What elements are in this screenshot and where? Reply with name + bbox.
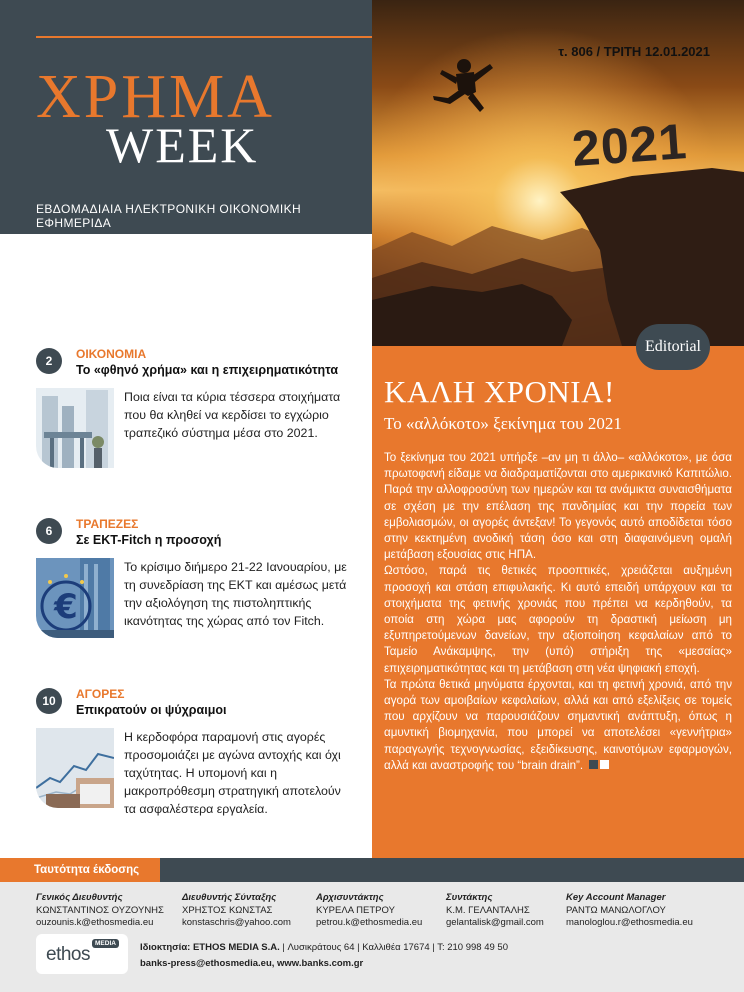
editorial-paragraph: Ωστόσο, παρά τις θετικές προοπτικές, χρειάζεται αυξημένη προσοχή και στάση επιφυλακής. Κι αυτό επειδή υπάρχουν και τα στοιχήματα της φετινής χρονιάς που πρέπει να κερδηθούν, τα οποία στη χώρα μας αφορούν τη δραστική μείωση μη εξυπηρετούμενων δανείων, την αξιοποίηση κεφαλαίων από το Ταμείο Ανάκαμψης, την (υπό) στήριξη της «μεσαίας» επιχειρηματικότητας και τη μετάβαση στη νέα ψηφιακή εποχή. [384,564,732,675]
news-item[interactable] [36,688,356,828]
credit-name: ΚΩΝΣΤΑΝΤΙΝΟΣ ΟΥΖΟΥΝΗΣ [36,904,164,916]
credit-email[interactable]: ouzounis.k@ethosmedia.eu [36,917,154,928]
hero-image [372,0,744,346]
credit-name: ΧΡΗΣΤΟΣ ΚΩΝΣΤΑΣ [182,904,273,916]
end-mark-dark [589,760,598,769]
credit-email[interactable]: gelantalisk@gmail.com [446,917,544,928]
editorial-badge: Editorial [636,324,710,370]
news-summary: Το κρίσιμο διήμερο 21-22 Ιανουαρίου, με τη συνεδρίαση της ΕΚΤ και αμέσως μετά την αξιολόγηση της πιστοληπτικής ικανότητας της χώρας από τον Fitch. [124,560,347,628]
page-number-badge: 10 [36,688,62,714]
credit-name: ΡΑΝΤΩ ΜΑΝΩΛΟΓΛΟΥ [566,904,666,916]
editorial-paragraph [384,677,732,774]
editorial-section [372,346,744,858]
news-item[interactable] [36,518,356,648]
credit-role: Διευθυντής Σύνταξης [182,892,277,903]
credit-general-director [36,892,164,930]
news-headline[interactable]: Επικρατούν οι ψύχραιμοι [76,703,227,717]
logo-week: WEEK [106,117,259,173]
editorial-subtitle: Το «αλλόκοτο» ξεκίνημα του 2021 [384,414,622,433]
page-number-badge: 6 [36,518,62,544]
editorial-paragraph-text: Τα πρώτα θετικά μηνύματα έρχονται, και τη φετινή χρονιά, από την αγορά των αμοιβαίων κεφαλαίων, αλλά και από εξελίξεις σε τομείς που αρχίζουν να παρουσιάζουν σημαντική ανάπτυξη, όπως η αμυντική βιομηχανία, που μπορεί να αποτελέσει «γεννήτρια» παραγωγής τεχνογνωσίας, εξειδίκευσης, καινοτόμων εφαρμογών, αλλά και αναστροφής του “brain drain”. [384,677,732,773]
tagline: ΕΒΔΟΜΑΔΙΑΙΑ ΗΛΕΚΤΡΟΝΙΚΗ ΟΙΚΟΝΟΜΙΚΗ ΕΦΗΜΕΡΙΔΑ [36,202,302,230]
ethos-logo-badge: MEDIA [92,939,119,948]
editorial-paragraph: Το ξεκίνημα του 2021 υπήρξε –αν μη τι άλλο– «αλλόκοτο», με όσα πρωτοφανή είδαμε να διαδραματίζονται στο αμερικανικό Καπιτώλιο. Παρά την αλλοφροσύνη των ημερών και τα ανάμικτα συναισθήματα σε σχέση με την επέλαση της πανδημίας και την πορεία των εμβολιασμών, οι αγορές άντεξαν! Το γεγονός αυτό αποδίδεται τόσο στην κεκτημένη ανοδική τάση όσο και στη διαφαινόμενη ομαλή μετάβαση εξουσίας στις ΗΠΑ. [384,451,732,562]
news-summary: Ποια είναι τα κύρια τέσσερα στοιχήματα που θα κληθεί να κερδίσει το εγχώριο τραπεζικό σύστημα μέσα στο 2021. [124,390,341,440]
end-mark-light [600,760,609,769]
credit-role: Key Account Manager [566,892,666,903]
end-marks [589,758,611,774]
credit-role: Γενικός Διευθυντής [36,892,123,903]
year-2021: 2021 [570,113,690,177]
owner-address: | Λυσικράτους 64 | Καλλιθέα 17674 | Τ: 210 998 49 50 [279,942,508,953]
office-building-thumbnail [36,388,114,468]
svg-text:€: € [54,587,78,627]
credit-role: Αρχισυντάκτης [316,892,384,903]
logo-xrima: ΧΡΗΜΑ [36,63,275,131]
ethos-media-logo [36,934,128,974]
credit-account-manager [566,892,693,930]
news-category: ΑΓΟΡΕΣ [76,687,125,701]
credit-chief-editor [316,892,422,930]
news-category: ΤΡΑΠΕΖΕΣ [76,517,139,531]
credit-name: ΚΥΡΕΛΑ ΠΕΤΡΟΥ [316,904,395,916]
credit-email[interactable]: konstaschris@yahoo.com [182,917,291,928]
imprint-footer [0,858,744,992]
editorial-body [384,450,732,774]
news-headline[interactable]: Το «φθηνό χρήμα» και η επιχειρηματικότητα [76,363,339,377]
credit-email[interactable]: petrou.k@ethosmedia.eu [316,917,423,928]
page-number-badge: 2 [36,348,62,374]
editorial-title: ΚΑΛΗ ΧΡΟΝΙΑ! [384,374,615,409]
news-item[interactable] [36,348,356,478]
imprint-tab: Ταυτότητα έκδοσης [0,858,160,882]
news-headline[interactable]: Σε ΕΚΤ-Fitch η προσοχή [76,533,222,547]
credit-role: Συντάκτης [446,892,493,903]
issue-date: τ. 806 / ΤΡΙΤΗ 12.01.2021 [558,44,710,59]
masthead-rule [36,36,372,38]
owner-label: Ιδιοκτησία: ETHOS MEDIA S.A. [140,942,280,953]
ethos-logo-word: ethos [46,944,90,965]
credit-email[interactable]: manologlou.r@ethosmedia.eu [566,917,693,928]
credit-editor-in-chief [182,892,291,930]
news-summary: Η κερδοφόρα παραμονή στις αγορές προσομοιάζει με αγώνα αντοχής και όχι ταχύτητας. Η υπομονή και η μακροπρόθεσμη στρατηγική αποτελούν τα ασφαλέστερα εργαλεία. [124,730,341,816]
credit-reporter [446,892,544,930]
stock-chart-thumbnail [36,728,114,808]
masthead [0,0,372,234]
euro-sign-thumbnail [36,558,114,638]
news-category: ΟΙΚΟΝΟΜΙΑ [76,347,147,361]
credit-name: Κ.Μ. ΓΕΛΑΝΤΑΛΗΣ [446,904,530,916]
ownership-line [140,942,508,953]
contact-links[interactable]: banks-press@ethosmedia.eu, www.banks.com.gr [140,958,364,969]
